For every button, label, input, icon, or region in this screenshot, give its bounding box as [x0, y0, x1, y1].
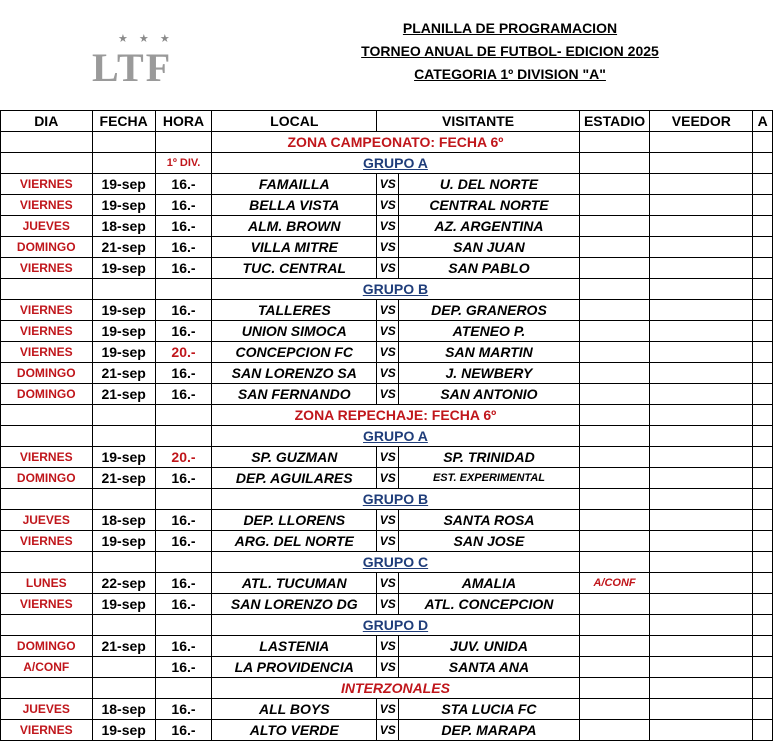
empty-cell	[579, 405, 650, 426]
away-team: AZ. ARGENTINA	[399, 216, 580, 237]
match-extra	[753, 531, 773, 552]
match-time: 16.-	[155, 720, 211, 741]
match-day: VIERNES	[1, 300, 93, 321]
home-team: TALLERES	[212, 300, 377, 321]
section-title: INTERZONALES	[212, 678, 580, 699]
vs-label: VS	[377, 573, 399, 594]
match-stadium	[579, 216, 650, 237]
empty-cell	[753, 132, 773, 153]
match-date: 21-sep	[92, 237, 155, 258]
empty-cell	[753, 153, 773, 174]
empty-cell	[1, 615, 93, 636]
vs-label: VS	[377, 531, 399, 552]
empty-cell	[155, 489, 211, 510]
match-extra	[753, 657, 773, 678]
home-team: DEP. LLORENS	[212, 510, 377, 531]
match-stadium	[579, 363, 650, 384]
match-veedor	[650, 447, 753, 468]
match-row	[1, 573, 773, 594]
empty-cell	[1, 405, 93, 426]
empty-cell	[155, 615, 211, 636]
match-stadium	[579, 510, 650, 531]
empty-cell	[1, 678, 93, 699]
empty-cell	[1, 552, 93, 573]
col-fecha: FECHA	[92, 111, 155, 132]
empty-cell	[579, 678, 650, 699]
empty-cell	[579, 279, 650, 300]
home-team: SAN LORENZO DG	[212, 594, 377, 615]
vs-label: VS	[377, 216, 399, 237]
match-time: 16.-	[155, 636, 211, 657]
match-date: 19-sep	[92, 720, 155, 741]
empty-cell	[1, 132, 93, 153]
logo-stars: ★ ★ ★	[118, 33, 174, 45]
match-veedor	[650, 300, 753, 321]
schedule-table	[0, 110, 773, 741]
match-veedor	[650, 510, 753, 531]
home-team: ARG. DEL NORTE	[212, 531, 377, 552]
match-time: 16.-	[155, 363, 211, 384]
empty-cell	[92, 405, 155, 426]
away-team: SAN JOSE	[399, 531, 580, 552]
match-extra	[753, 447, 773, 468]
match-time: 16.-	[155, 384, 211, 405]
away-team: EST. EXPERIMENTAL	[399, 468, 580, 489]
match-veedor	[650, 720, 753, 741]
empty-cell	[650, 552, 753, 573]
empty-cell	[650, 489, 753, 510]
away-team: SP. TRINIDAD	[399, 447, 580, 468]
match-veedor	[650, 342, 753, 363]
match-extra	[753, 636, 773, 657]
section-title: ZONA CAMPEONATO: FECHA 6º	[212, 132, 580, 153]
away-team: JUV. UNIDA	[399, 636, 580, 657]
match-time: 16.-	[155, 321, 211, 342]
division-label: 1º DIV.	[155, 153, 211, 174]
match-day: VIERNES	[1, 531, 93, 552]
away-team: SANTA ROSA	[399, 510, 580, 531]
match-extra	[753, 720, 773, 741]
match-day: A/CONF	[1, 657, 93, 678]
group-header-row	[1, 489, 773, 510]
away-team: STA LUCIA FC	[399, 699, 580, 720]
vs-label: VS	[377, 468, 399, 489]
vs-label: VS	[377, 384, 399, 405]
home-team: ALTO VERDE	[212, 720, 377, 741]
match-veedor	[650, 174, 753, 195]
match-veedor	[650, 594, 753, 615]
vs-label: VS	[377, 720, 399, 741]
match-date: 18-sep	[92, 510, 155, 531]
match-stadium	[579, 258, 650, 279]
home-team: VILLA MITRE	[212, 237, 377, 258]
away-team: SAN MARTIN	[399, 342, 580, 363]
section-title: ZONA REPECHAJE: FECHA 6º	[212, 405, 580, 426]
match-day: DOMINGO	[1, 237, 93, 258]
match-row	[1, 258, 773, 279]
match-stadium	[579, 237, 650, 258]
match-stadium	[579, 531, 650, 552]
empty-cell	[650, 615, 753, 636]
col-local: LOCAL	[212, 111, 377, 132]
home-team: ALM. BROWN	[212, 216, 377, 237]
away-team: CENTRAL NORTE	[399, 195, 580, 216]
match-time: 16.-	[155, 657, 211, 678]
match-extra	[753, 594, 773, 615]
match-date: 21-sep	[92, 468, 155, 489]
empty-cell	[579, 132, 650, 153]
match-time: 16.-	[155, 216, 211, 237]
home-team: LA PROVIDENCIA	[212, 657, 377, 678]
match-stadium	[579, 384, 650, 405]
vs-label: VS	[377, 447, 399, 468]
match-date: 19-sep	[92, 447, 155, 468]
match-day: LUNES	[1, 573, 93, 594]
match-veedor	[650, 573, 753, 594]
match-date: 22-sep	[92, 573, 155, 594]
match-day: VIERNES	[1, 174, 93, 195]
vs-label: VS	[377, 657, 399, 678]
empty-cell	[1, 489, 93, 510]
vs-label: VS	[377, 237, 399, 258]
match-veedor	[650, 636, 753, 657]
match-stadium	[579, 720, 650, 741]
match-extra	[753, 384, 773, 405]
away-team: ATENEO P.	[399, 321, 580, 342]
away-team: DEP. GRANEROS	[399, 300, 580, 321]
match-veedor	[650, 321, 753, 342]
match-day: JUEVES	[1, 510, 93, 531]
match-day: VIERNES	[1, 342, 93, 363]
empty-cell	[92, 132, 155, 153]
home-team: SAN LORENZO SA	[212, 363, 377, 384]
match-extra	[753, 216, 773, 237]
match-extra	[753, 363, 773, 384]
match-date: 18-sep	[92, 699, 155, 720]
group-title: GRUPO A	[212, 426, 580, 447]
match-row	[1, 468, 773, 489]
match-veedor	[650, 258, 753, 279]
logo-text: LTF	[92, 45, 173, 90]
away-team: SAN PABLO	[399, 258, 580, 279]
empty-cell	[753, 489, 773, 510]
empty-cell	[650, 132, 753, 153]
empty-cell	[753, 552, 773, 573]
empty-cell	[753, 678, 773, 699]
match-time: 16.-	[155, 174, 211, 195]
match-row	[1, 447, 773, 468]
away-team: U. DEL NORTE	[399, 174, 580, 195]
match-day: VIERNES	[1, 195, 93, 216]
match-veedor	[650, 531, 753, 552]
group-title: GRUPO D	[212, 615, 580, 636]
match-stadium	[579, 300, 650, 321]
section-header-row	[1, 405, 773, 426]
col-visitante: VISITANTE	[377, 111, 579, 132]
match-day: DOMINGO	[1, 363, 93, 384]
match-time: 16.-	[155, 594, 211, 615]
match-stadium	[579, 468, 650, 489]
home-team: TUC. CENTRAL	[212, 258, 377, 279]
empty-cell	[753, 279, 773, 300]
vs-label: VS	[377, 363, 399, 384]
home-team: FAMAILLA	[212, 174, 377, 195]
match-row	[1, 321, 773, 342]
empty-cell	[155, 279, 211, 300]
match-extra	[753, 258, 773, 279]
match-row	[1, 237, 773, 258]
empty-cell	[92, 426, 155, 447]
home-team: DEP. AGUILARES	[212, 468, 377, 489]
empty-cell	[92, 552, 155, 573]
match-date: 21-sep	[92, 384, 155, 405]
section-header-row	[1, 678, 773, 699]
match-day: VIERNES	[1, 594, 93, 615]
empty-cell	[1, 279, 93, 300]
away-team: J. NEWBERY	[399, 363, 580, 384]
match-time: 16.-	[155, 468, 211, 489]
empty-cell	[650, 153, 753, 174]
match-stadium	[579, 636, 650, 657]
empty-cell	[92, 678, 155, 699]
col-extra: A	[753, 111, 773, 132]
vs-label: VS	[377, 195, 399, 216]
match-row	[1, 720, 773, 741]
match-veedor	[650, 657, 753, 678]
match-veedor	[650, 699, 753, 720]
vs-label: VS	[377, 300, 399, 321]
home-team: LASTENIA	[212, 636, 377, 657]
match-date	[92, 657, 155, 678]
match-stadium	[579, 321, 650, 342]
match-veedor	[650, 195, 753, 216]
empty-cell	[1, 426, 93, 447]
header-row	[1, 111, 773, 132]
empty-cell	[753, 426, 773, 447]
match-stadium	[579, 174, 650, 195]
group-header-row	[1, 153, 773, 174]
group-title: GRUPO A	[212, 153, 580, 174]
vs-label: VS	[377, 174, 399, 195]
group-title: GRUPO C	[212, 552, 580, 573]
empty-cell	[1, 153, 93, 174]
match-day: VIERNES	[1, 447, 93, 468]
away-team: DEP. MARAPA	[399, 720, 580, 741]
match-extra	[753, 174, 773, 195]
match-time: 20.-	[155, 342, 211, 363]
match-extra	[753, 468, 773, 489]
match-extra	[753, 510, 773, 531]
match-row	[1, 363, 773, 384]
match-date: 19-sep	[92, 342, 155, 363]
match-row	[1, 300, 773, 321]
empty-cell	[155, 132, 211, 153]
match-date: 19-sep	[92, 174, 155, 195]
match-date: 21-sep	[92, 636, 155, 657]
match-date: 19-sep	[92, 300, 155, 321]
match-veedor	[650, 237, 753, 258]
empty-cell	[579, 426, 650, 447]
match-row	[1, 699, 773, 720]
match-time: 16.-	[155, 300, 211, 321]
match-row	[1, 195, 773, 216]
home-team: CONCEPCION FC	[212, 342, 377, 363]
empty-cell	[155, 405, 211, 426]
match-day: JUEVES	[1, 699, 93, 720]
empty-cell	[92, 153, 155, 174]
match-row	[1, 531, 773, 552]
vs-label: VS	[377, 699, 399, 720]
match-row	[1, 657, 773, 678]
match-date: 19-sep	[92, 258, 155, 279]
match-row	[1, 636, 773, 657]
document-title: PLANILLA DE PROGRAMACION	[402, 20, 618, 36]
match-time: 16.-	[155, 237, 211, 258]
match-stadium	[579, 447, 650, 468]
empty-cell	[753, 615, 773, 636]
group-header-row	[1, 279, 773, 300]
vs-label: VS	[377, 321, 399, 342]
col-hora: HORA	[155, 111, 211, 132]
home-team: SP. GUZMAN	[212, 447, 377, 468]
match-day: DOMINGO	[1, 468, 93, 489]
match-extra	[753, 321, 773, 342]
match-day: DOMINGO	[1, 384, 93, 405]
empty-cell	[92, 279, 155, 300]
match-row	[1, 174, 773, 195]
vs-label: VS	[377, 636, 399, 657]
match-stadium	[579, 342, 650, 363]
match-extra	[753, 342, 773, 363]
section-header-row	[1, 132, 773, 153]
match-time: 16.-	[155, 195, 211, 216]
home-team: UNION SIMOCA	[212, 321, 377, 342]
empty-cell	[650, 678, 753, 699]
match-extra	[753, 699, 773, 720]
empty-cell	[155, 678, 211, 699]
match-row	[1, 510, 773, 531]
away-team: SAN ANTONIO	[399, 384, 580, 405]
empty-cell	[579, 615, 650, 636]
category-title: CATEGORIA 1º DIVISION "A"	[414, 66, 606, 82]
home-team: SAN FERNANDO	[212, 384, 377, 405]
match-stadium: A/CONF	[579, 573, 650, 594]
empty-cell	[155, 552, 211, 573]
empty-cell	[650, 279, 753, 300]
empty-cell	[92, 489, 155, 510]
match-veedor	[650, 216, 753, 237]
match-date: 19-sep	[92, 195, 155, 216]
match-date: 19-sep	[92, 531, 155, 552]
match-time: 16.-	[155, 510, 211, 531]
match-time: 16.-	[155, 573, 211, 594]
match-time: 20.-	[155, 447, 211, 468]
vs-label: VS	[377, 342, 399, 363]
home-team: ALL BOYS	[212, 699, 377, 720]
home-team: BELLA VISTA	[212, 195, 377, 216]
match-veedor	[650, 363, 753, 384]
group-header-row	[1, 426, 773, 447]
vs-label: VS	[377, 510, 399, 531]
match-time: 16.-	[155, 258, 211, 279]
match-extra	[753, 237, 773, 258]
match-extra	[753, 195, 773, 216]
match-stadium	[579, 699, 650, 720]
empty-cell	[92, 615, 155, 636]
match-row	[1, 342, 773, 363]
empty-cell	[579, 153, 650, 174]
match-row	[1, 216, 773, 237]
vs-label: VS	[377, 258, 399, 279]
match-date: 18-sep	[92, 216, 155, 237]
match-veedor	[650, 384, 753, 405]
away-team: AMALIA	[399, 573, 580, 594]
match-day: DOMINGO	[1, 636, 93, 657]
match-day: VIERNES	[1, 258, 93, 279]
away-team: ATL. CONCEPCION	[399, 594, 580, 615]
group-title: GRUPO B	[212, 279, 580, 300]
match-date: 19-sep	[92, 594, 155, 615]
match-row	[1, 594, 773, 615]
col-estadio: ESTADIO	[579, 111, 650, 132]
group-title: GRUPO B	[212, 489, 580, 510]
match-stadium	[579, 657, 650, 678]
match-row	[1, 384, 773, 405]
match-date: 19-sep	[92, 321, 155, 342]
empty-cell	[650, 405, 753, 426]
match-day: VIERNES	[1, 321, 93, 342]
empty-cell	[650, 426, 753, 447]
empty-cell	[753, 405, 773, 426]
match-extra	[753, 300, 773, 321]
match-time: 16.-	[155, 699, 211, 720]
match-date: 21-sep	[92, 363, 155, 384]
col-dia: DIA	[1, 111, 93, 132]
tournament-title: TORNEO ANUAL DE FUTBOL- EDICION 2025	[361, 43, 659, 59]
empty-cell	[579, 489, 650, 510]
match-stadium	[579, 195, 650, 216]
match-extra	[753, 573, 773, 594]
group-header-row	[1, 552, 773, 573]
empty-cell	[155, 426, 211, 447]
vs-label: VS	[377, 594, 399, 615]
match-day: VIERNES	[1, 720, 93, 741]
match-time: 16.-	[155, 531, 211, 552]
empty-cell	[579, 552, 650, 573]
match-stadium	[579, 594, 650, 615]
group-header-row	[1, 615, 773, 636]
league-logo	[92, 32, 202, 88]
match-veedor	[650, 468, 753, 489]
match-day: JUEVES	[1, 216, 93, 237]
col-veedor: VEEDOR	[650, 111, 753, 132]
away-team: SANTA ANA	[399, 657, 580, 678]
home-team: ATL. TUCUMAN	[212, 573, 377, 594]
away-team: SAN JUAN	[399, 237, 580, 258]
